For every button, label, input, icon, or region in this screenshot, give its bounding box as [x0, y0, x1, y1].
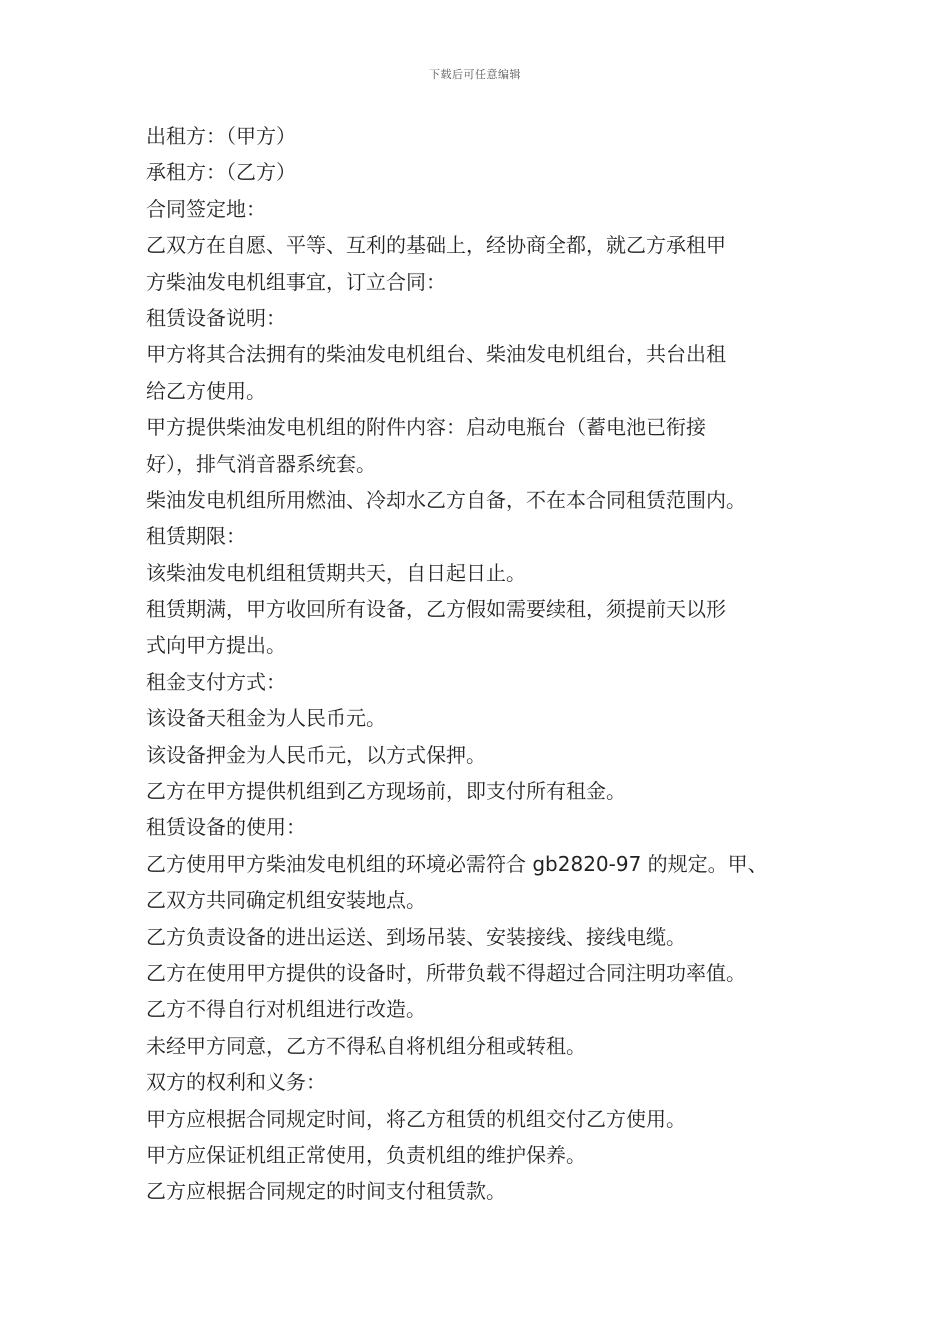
document-line: 式向甲方提出。: [146, 633, 286, 658]
document-line: 乙双方共同确定机组安装地点。: [146, 888, 426, 913]
document-line: 该设备天租金为人民币元。: [146, 706, 386, 731]
document-line: 该设备押金为人民币元，以方式保押。: [146, 742, 486, 767]
document-line: 出租方：（甲方）: [146, 124, 296, 148]
document-line: 甲方应保证机组正常使用，负责机组的维护保养。: [146, 1142, 586, 1167]
document-line: 甲方将其合法拥有的柴油发电机组台、柴油发电机组台，共台出租: [146, 342, 726, 367]
document-line: 合同签定地：: [146, 196, 266, 221]
document-line: 双方的权利和义务：: [146, 1070, 326, 1095]
document-line: 方柴油发电机组事宜，订立合同：: [146, 269, 446, 294]
document-line: 承租方：（乙方）: [146, 160, 296, 185]
page-header-note: 下载后可任意编辑: [429, 68, 521, 81]
document-line: 乙方不得自行对机组进行改造。: [146, 997, 426, 1022]
document-line: 租赁期满，甲方收回所有设备，乙方假如需要续租，须提前天以形: [146, 597, 726, 622]
document-line: 柴油发电机组所用燃油、冷却水乙方自备，不在本合同租赁范围内。: [146, 487, 746, 512]
document-line: 该柴油发电机组租赁期共天，自日起日止。: [146, 560, 526, 585]
document-line: 乙双方在自愿、平等、互利的基础上，经协商全都，就乙方承租甲: [146, 233, 726, 258]
document-line: 给乙方使用。: [146, 378, 266, 403]
document-line: 乙方负责设备的进出运送、到场吊装、安装接线、接线电缆。: [146, 924, 686, 949]
document-line: 租赁设备的使用：: [146, 815, 306, 840]
document-line: 未经甲方同意，乙方不得私自将机组分租或转租。: [146, 1033, 586, 1058]
document-line: 乙方使用甲方柴油发电机组的环境必需符合 gb2820-97 的规定。甲、: [146, 851, 768, 876]
document-line: 甲方提供柴油发电机组的附件内容：启动电瓶台（蓄电池已衔接: [146, 415, 706, 440]
document-line: 租赁期限：: [146, 524, 246, 549]
document-line: 好），排气消音器系统套。: [146, 451, 376, 476]
document-line: 甲方应根据合同规定时间，将乙方租赁的机组交付乙方使用。: [146, 1106, 686, 1131]
document-line: 租金支付方式：: [146, 669, 286, 694]
document-line: 乙方在甲方提供机组到乙方现场前，即支付所有租金。: [146, 779, 626, 804]
document-line: 乙方应根据合同规定的时间支付租赁款。: [146, 1179, 506, 1204]
document-line: 租赁设备说明：: [146, 305, 286, 330]
document-line: 乙方在使用甲方提供的设备时，所带负载不得超过合同注明功率值。: [146, 960, 746, 985]
document-body: [146, 118, 816, 1210]
